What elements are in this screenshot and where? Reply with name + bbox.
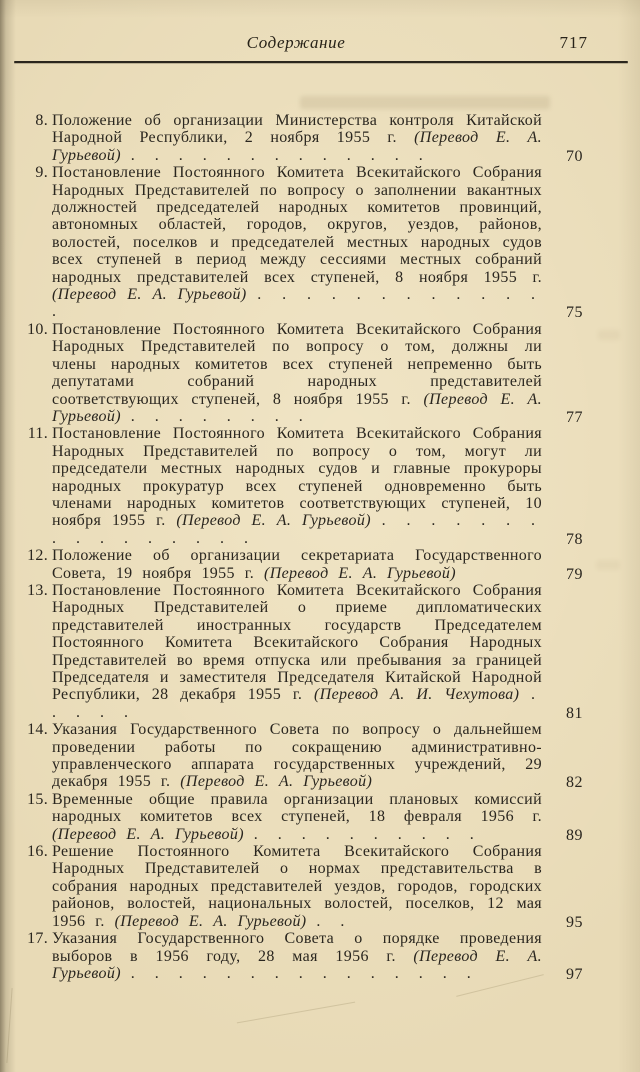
- entry-text: Постановление Постоянного Комитета Всекитайского Собрания Народных Представителей о приеме дипломатических представителей иностранных государств Председателем Постоянного Комитета Всекитайского Собрания Народных Представителей во время отпуска или пребывания за границей Председателя и заместителя Председателя Китайской Народной Республики, 28 декабря 1955 г.: [52, 581, 542, 704]
- entry-body: [52, 791, 542, 843]
- entry-body: [52, 843, 542, 930]
- entry-page-number: 78: [566, 530, 583, 548]
- entry-translator: (Перевод Е. А. Гурьевой): [180, 773, 373, 791]
- entry-text: Указания Государственного Совета о порядке проведения выборов в 1956 году, 28 мая 1956 г.: [52, 930, 542, 965]
- entry-translator: (Перевод Е. А. Гурьевой): [264, 564, 456, 582]
- entry-translator: (Перевод Е. А. Гурьевой): [52, 947, 542, 982]
- entry-page-number: 77: [566, 408, 583, 426]
- entry-leader-dots: . . . . . . . . . . . . .: [52, 286, 542, 321]
- type-area: [14, 0, 628, 1072]
- entry-page-number: 89: [566, 826, 583, 844]
- entry-translator: (Перевод Е. А. Гурьевой): [176, 512, 371, 530]
- entry-text: Решение Постоянного Комитета Всекитайского Собрания Народных Представителей о нормах представительства в собрания народных представителей уездов, городов, городских районов, волостей, национальных волостей, поселков, 12 мая 1956 г.: [52, 843, 542, 930]
- toc-entry: [24, 791, 628, 843]
- entry-leader-dots: . . . . . . . .: [130, 407, 310, 425]
- entry-text: Временные общие правила организации плановых комиссий народных комитетов всех ступеней, 18 февраля 1956 г.: [52, 790, 542, 826]
- running-head-title: Содержание: [246, 33, 346, 52]
- entry-translator: (Перевод А. И. Чехутова): [313, 686, 520, 704]
- entry-leader-dots: . . . . . . . . . .: [253, 825, 481, 843]
- entry-text: Постановление Постоянного Комитета Всекитайского Собрания Народных Представителей по вопросу о заполнении вакантных должностей председателей народных комитетов провинций, автономных областей, городов, округов, уездов, районов, волостей, поселков и председателей местных народных судов всех ступеней в период между сессиями местных собраний народных представителей всех ступеней, 8 ноября 1955 г.: [52, 164, 542, 286]
- entry-leader-dots: . . . . . . . . . . . . . . . .: [52, 512, 542, 547]
- entry-number: 13.: [27, 581, 48, 599]
- entry-leader-dots: . .: [316, 912, 352, 930]
- toc-entry: [24, 112, 628, 164]
- toc-entry: [24, 425, 628, 547]
- entry-leader-dots: . . . . . . . . . . . . . . .: [130, 964, 478, 982]
- entry-page-number: 97: [566, 965, 583, 983]
- toc-entry: [24, 721, 628, 791]
- toc-entry: [24, 582, 628, 721]
- entry-body: [52, 547, 542, 582]
- toc-entry: [24, 930, 628, 982]
- entry-leader-dots: . . . . .: [52, 686, 542, 721]
- entry-translator: (Перевод Е. А. Гурьевой): [52, 286, 247, 304]
- entry-number: 16.: [27, 843, 48, 861]
- entry-page-number: 95: [566, 913, 583, 931]
- entry-translator: (Перевод Е. А. Гурьевой): [52, 129, 542, 164]
- entry-translator: (Перевод Е. А. Гурьевой): [52, 825, 244, 843]
- entry-page-number: 75: [566, 304, 583, 322]
- toc-entry: [24, 321, 628, 425]
- entry-leader-dots: . . . . . . . . . . . . .: [130, 146, 430, 164]
- entry-body: [52, 164, 542, 321]
- entry-body: [52, 321, 542, 425]
- running-head-page-number: 717: [559, 33, 588, 52]
- entry-number: 9.: [35, 164, 48, 182]
- entry-translator: (Перевод Е. А. Гурьевой): [114, 912, 307, 930]
- entry-text: Постановление Постоянного Комитета Всекитайского Собрания Народных Представителей по вопросу о том, могут ли председатели местных народных судов и главные прокуроры народных прокуратур всех ступеней одновременно быть членами народных комитетов соответствующих ступеней, 10 ноября 1955 г.: [52, 425, 542, 530]
- entry-number: 10.: [27, 320, 48, 338]
- entry-body: [52, 582, 542, 721]
- entry-number: 17.: [27, 930, 48, 948]
- entry-number: 15.: [27, 790, 48, 808]
- toc-entry: [24, 547, 628, 582]
- entry-page-number: 70: [566, 147, 583, 165]
- toc-entry: [24, 164, 628, 321]
- entry-translator: (Перевод Е. А. Гурьевой): [52, 390, 542, 425]
- entry-number: 12.: [27, 547, 48, 565]
- entry-body: [52, 425, 542, 547]
- toc-entry: [24, 843, 628, 930]
- entry-body: [52, 721, 542, 791]
- toc-list: [24, 112, 628, 982]
- entry-text: Положение об организации Министерства контроля Китайской Народной Республики, 2 ноября 1955 г.: [52, 112, 542, 147]
- entry-page-number: 79: [566, 565, 583, 583]
- entry-page-number: 82: [566, 774, 583, 792]
- header-rule: [14, 61, 628, 63]
- paper-crease: [6, 988, 12, 1063]
- entry-text: Положение об организации секретариата Государственного Совета, 19 ноября 1955 г.: [52, 547, 542, 582]
- entry-body: [52, 112, 542, 164]
- entry-body: [52, 930, 542, 982]
- entry-text: Указания Государственного Совета по вопросу о дальнейшем проведении работы по сокращению административно-управленческого аппарата государственных учреждений, 29 декабря 1955 г.: [52, 721, 542, 791]
- entry-text: Постановление Постоянного Комитета Всекитайского Собрания Народных Представителей по вопросу о том, должны ли члены народных комитетов всех ступеней непременно быть депутатами собраний народных представителей соответствующих ступеней, 8 ноября 1955 г.: [52, 320, 542, 408]
- entry-number: 8.: [35, 112, 48, 129]
- entry-number: 11.: [27, 425, 48, 443]
- entry-page-number: 81: [566, 704, 583, 722]
- entry-number: 14.: [27, 721, 48, 739]
